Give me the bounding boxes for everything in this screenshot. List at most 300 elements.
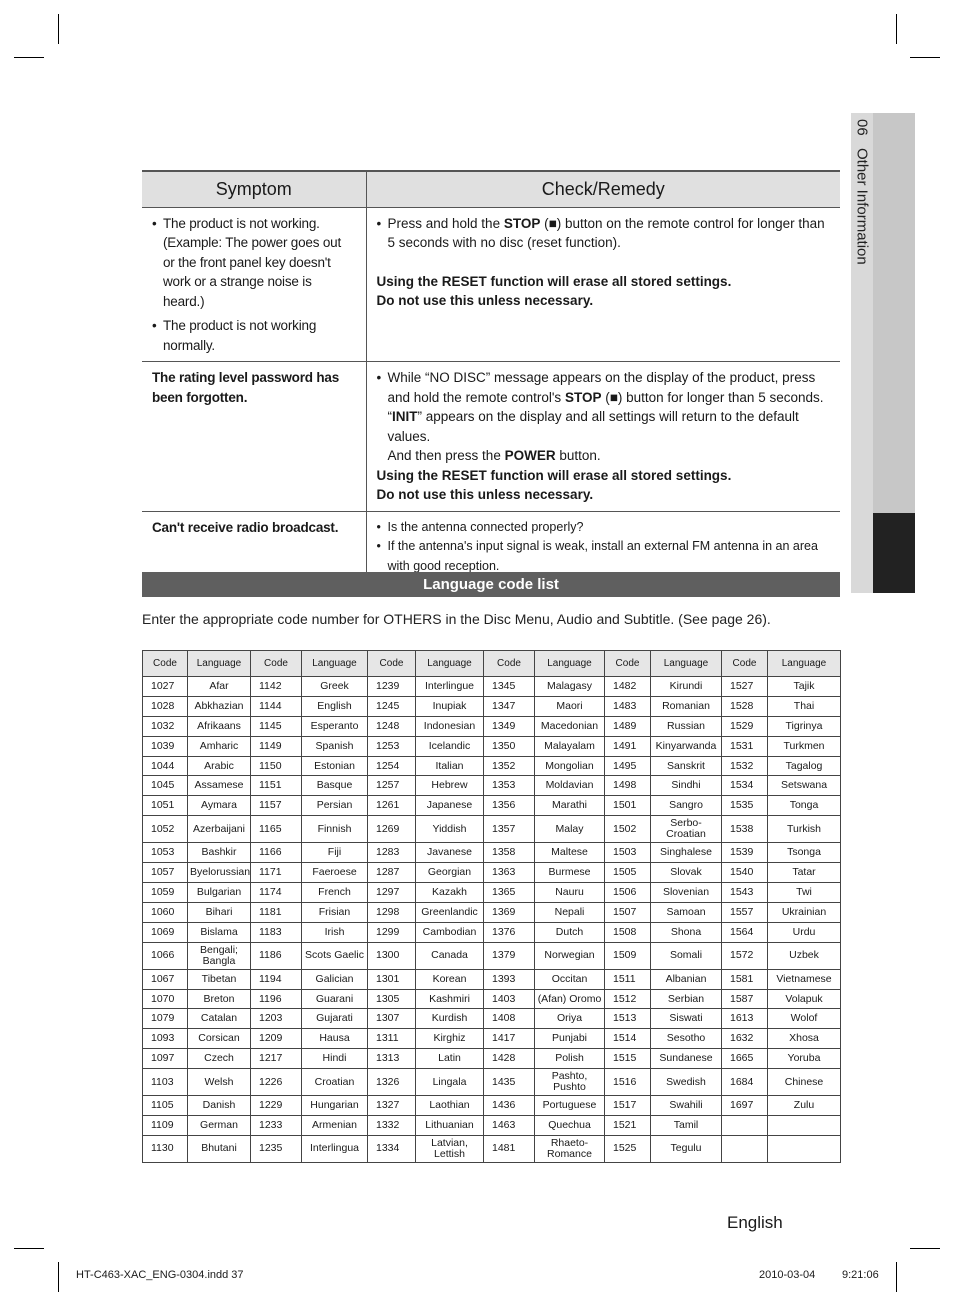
language-code-cell: 1347 xyxy=(484,696,535,716)
chapter-title: Other Information xyxy=(853,147,871,265)
language-code-cell: 1535 xyxy=(722,796,768,816)
language-name-cell: (Afan) Oromo xyxy=(535,989,605,1009)
language-name-cell: German xyxy=(188,1116,251,1136)
language-code-cell: 1491 xyxy=(605,736,651,756)
language-name-cell: Sundanese xyxy=(651,1049,722,1069)
language-name-cell: Bihari xyxy=(188,902,251,922)
language-code-cell: 1632 xyxy=(722,1029,768,1049)
language-code-cell: 1097 xyxy=(143,1049,188,1069)
language-code-cell: 1334 xyxy=(368,1135,416,1162)
language-name-cell: Hungarian xyxy=(302,1096,368,1116)
table-row xyxy=(143,1029,841,1049)
language-name-cell: Bashkir xyxy=(188,843,251,863)
list-item: • While “NO DISC” message appears on the display of the product, press and hold the remote control's STOP (■) button for longer than 5 seconds. “INIT” appears on the display and all settings will return to the default values. xyxy=(377,368,831,446)
crop-mark xyxy=(896,14,897,44)
language-name-cell: Yoruba xyxy=(768,1049,841,1069)
language-name-cell: Yiddish xyxy=(416,816,484,843)
language-name-cell: Azerbaijani xyxy=(188,816,251,843)
language-code-cell: 1534 xyxy=(722,776,768,796)
language-name-cell: Estonian xyxy=(302,756,368,776)
language-code-cell: 1353 xyxy=(484,776,535,796)
language-code-cell: 1209 xyxy=(251,1029,302,1049)
language-name-cell: Breton xyxy=(188,989,251,1009)
language-code-cell: 1502 xyxy=(605,816,651,843)
remedy-text: While “NO DISC” message appears on the display of the product, press and hold the remote control's STOP (■) button for longer than 5 seconds. “INIT” appears on the display and all settings will return to the default values. xyxy=(387,370,824,444)
language-name-cell: Assamese xyxy=(188,776,251,796)
language-code-cell: 1093 xyxy=(143,1029,188,1049)
language-code-cell: 1052 xyxy=(143,816,188,843)
language-column-header: Language xyxy=(651,651,722,677)
language-name-cell: Tagalog xyxy=(768,756,841,776)
language-code-cell: 1028 xyxy=(143,696,188,716)
file-slug: HT-C463-XAC_ENG-0304.indd 37 xyxy=(76,1269,244,1281)
table-row xyxy=(143,716,841,736)
language-code-cell: 1149 xyxy=(251,736,302,756)
language-name-cell: Kashmiri xyxy=(416,989,484,1009)
language-name-cell: Romanian xyxy=(651,696,722,716)
symptom-text: The product is not working. (Example: The power goes out or the front panel key doesn't work or a strange noise is heard.) xyxy=(163,215,342,309)
language-code-cell: 1436 xyxy=(484,1096,535,1116)
language-code-cell: 1203 xyxy=(251,1009,302,1029)
language-code-cell xyxy=(722,1135,768,1162)
table-row xyxy=(143,942,841,969)
language-code-cell: 1070 xyxy=(143,989,188,1009)
language-code-cell: 1217 xyxy=(251,1049,302,1069)
language-code-cell: 1516 xyxy=(605,1069,651,1096)
language-name-cell: Dutch xyxy=(535,922,605,942)
section-title: Language code list xyxy=(142,572,840,597)
language-code-cell: 1229 xyxy=(251,1096,302,1116)
language-name-cell: Thai xyxy=(768,696,841,716)
language-name-cell: Slovenian xyxy=(651,883,722,903)
language-name-cell: Georgian xyxy=(416,863,484,883)
language-code-cell: 1483 xyxy=(605,696,651,716)
language-code-cell: 1350 xyxy=(484,736,535,756)
language-code-cell: 1248 xyxy=(368,716,416,736)
language-code-cell: 1067 xyxy=(143,969,188,989)
table-row xyxy=(143,1116,841,1136)
language-code-cell: 1463 xyxy=(484,1116,535,1136)
language-name-cell: English xyxy=(302,696,368,716)
language-name-cell: Inupiak xyxy=(416,696,484,716)
language-code-cell: 1059 xyxy=(143,883,188,903)
remedy-text: If the antenna's input signal is weak, install an external FM antenna in an area with good reception. xyxy=(387,539,818,573)
remedy-text: And then press the POWER button. xyxy=(387,448,601,463)
language-name-cell: Tegulu xyxy=(651,1135,722,1162)
code-column-header: Code xyxy=(143,651,188,677)
language-name-cell: Kurdish xyxy=(416,1009,484,1029)
language-code-cell: 1103 xyxy=(143,1069,188,1096)
language-code-cell: 1254 xyxy=(368,756,416,776)
list-item: • Press and hold the STOP (■) button on the remote control for longer than 5 seconds with no disc (reset function). xyxy=(377,214,831,253)
code-column-header: Code xyxy=(368,651,416,677)
language-code-cell: 1261 xyxy=(368,796,416,816)
language-code-cell: 1060 xyxy=(143,902,188,922)
crop-mark xyxy=(14,1248,44,1249)
warning-text: Do not use this unless necessary. xyxy=(376,293,594,308)
language-code-cell: 1495 xyxy=(605,756,651,776)
language-name-cell: Arabic xyxy=(188,756,251,776)
language-name-cell: Amharic xyxy=(188,736,251,756)
language-code-cell: 1498 xyxy=(605,776,651,796)
language-code-cell: 1376 xyxy=(484,922,535,942)
remedy-header: Check/Remedy xyxy=(366,171,840,207)
language-code-cell: 1305 xyxy=(368,989,416,1009)
language-code-cell: 1194 xyxy=(251,969,302,989)
language-code-cell: 1363 xyxy=(484,863,535,883)
language-name-cell: Catalan xyxy=(188,1009,251,1029)
language-code-cell: 1513 xyxy=(605,1009,651,1029)
language-code-cell: 1581 xyxy=(722,969,768,989)
language-code-cell: 1150 xyxy=(251,756,302,776)
language-code-cell: 1587 xyxy=(722,989,768,1009)
table-row xyxy=(143,1009,841,1029)
language-name-cell: Icelandic xyxy=(416,736,484,756)
language-code-cell: 1538 xyxy=(722,816,768,843)
language-code-cell: 1417 xyxy=(484,1029,535,1049)
language-name-cell: Frisian xyxy=(302,902,368,922)
language-name-cell: Samoan xyxy=(651,902,722,922)
table-row xyxy=(143,863,841,883)
language-name-cell: Kirghiz xyxy=(416,1029,484,1049)
language-name-cell: Serbian xyxy=(651,989,722,1009)
language-name-cell: Slovak xyxy=(651,863,722,883)
chapter-label xyxy=(851,113,873,513)
language-name-cell: Wolof xyxy=(768,1009,841,1029)
language-name-cell: Greek xyxy=(302,677,368,697)
code-column-header: Code xyxy=(722,651,768,677)
language-name-cell: Sesotho xyxy=(651,1029,722,1049)
remedy-cell xyxy=(366,362,840,512)
language-name-cell: Vietnamese xyxy=(768,969,841,989)
language-code-cell: 1269 xyxy=(368,816,416,843)
language-code-cell: 1226 xyxy=(251,1069,302,1096)
language-name-cell: Laothian xyxy=(416,1096,484,1116)
language-name-cell: Kinyarwanda xyxy=(651,736,722,756)
language-code-cell: 1539 xyxy=(722,843,768,863)
language-name-cell: Sanskrit xyxy=(651,756,722,776)
language-code-cell: 1053 xyxy=(143,843,188,863)
language-name-cell: Twi xyxy=(768,883,841,903)
language-name-cell: Burmese xyxy=(535,863,605,883)
language-name-cell: Interlingua xyxy=(302,1135,368,1162)
language-code-cell: 1283 xyxy=(368,843,416,863)
language-code-cell: 1181 xyxy=(251,902,302,922)
language-code-cell: 1299 xyxy=(368,922,416,942)
troubleshooting-table xyxy=(142,170,840,584)
language-name-cell: Japanese xyxy=(416,796,484,816)
language-name-cell: Oriya xyxy=(535,1009,605,1029)
language-name-cell: Tonga xyxy=(768,796,841,816)
language-code-cell: 1142 xyxy=(251,677,302,697)
language-code-cell: 1408 xyxy=(484,1009,535,1029)
language-name-cell: Tibetan xyxy=(188,969,251,989)
language-code-cell: 1379 xyxy=(484,942,535,969)
intro-text: Enter the appropriate code number for OTHERS in the Disc Menu, Audio and Subtitle. (See page 26). xyxy=(142,611,771,627)
language-name-cell: Byelorussian xyxy=(188,863,251,883)
language-code-cell: 1508 xyxy=(605,922,651,942)
language-code-cell: 1435 xyxy=(484,1069,535,1096)
language-name-cell: Uzbek xyxy=(768,942,841,969)
language-name-cell: Rhaeto-Romance xyxy=(535,1135,605,1162)
language-code-cell: 1501 xyxy=(605,796,651,816)
language-code-cell: 1349 xyxy=(484,716,535,736)
language-name-cell: Guarani xyxy=(302,989,368,1009)
symptom-text: The product is not working normally. xyxy=(163,318,317,353)
language-code-cell: 1130 xyxy=(143,1135,188,1162)
language-name-cell: Afar xyxy=(188,677,251,697)
table-row xyxy=(143,796,841,816)
symptom-cell xyxy=(142,362,366,512)
language-code-table xyxy=(142,650,841,1163)
language-code-cell: 1393 xyxy=(484,969,535,989)
table-row xyxy=(143,696,841,716)
language-code-cell: 1045 xyxy=(143,776,188,796)
language-code-cell: 1507 xyxy=(605,902,651,922)
language-code-cell: 1287 xyxy=(368,863,416,883)
language-name-cell: Sindhi xyxy=(651,776,722,796)
language-name-cell: Somali xyxy=(651,942,722,969)
language-name-cell: Corsican xyxy=(188,1029,251,1049)
language-code-cell: 1572 xyxy=(722,942,768,969)
language-name-cell: Spanish xyxy=(302,736,368,756)
language-name-cell: Xhosa xyxy=(768,1029,841,1049)
language-name-cell xyxy=(768,1135,841,1162)
language-name-cell: Moldavian xyxy=(535,776,605,796)
remedy-text: Is the antenna connected properly? xyxy=(387,519,584,534)
language-code-cell: 1186 xyxy=(251,942,302,969)
language-name-cell: Afrikaans xyxy=(188,716,251,736)
code-column-header: Code xyxy=(251,651,302,677)
language-code-cell: 1503 xyxy=(605,843,651,863)
language-code-cell: 1105 xyxy=(143,1096,188,1116)
language-name-cell: Armenian xyxy=(302,1116,368,1136)
language-code-cell: 1044 xyxy=(143,756,188,776)
language-name-cell: Shona xyxy=(651,922,722,942)
language-name-cell: Esperanto xyxy=(302,716,368,736)
table-row xyxy=(143,677,841,697)
language-name-cell: Czech xyxy=(188,1049,251,1069)
table-row xyxy=(143,883,841,903)
language-name-cell: Swedish xyxy=(651,1069,722,1096)
slug-time: 9:21:06 xyxy=(842,1269,879,1281)
list-item: • The product is not working normally. xyxy=(152,316,356,355)
language-code-cell: 1529 xyxy=(722,716,768,736)
table-header-row xyxy=(143,651,841,677)
language-code-cell: 1196 xyxy=(251,989,302,1009)
language-code-cell: 1069 xyxy=(143,922,188,942)
language-code-cell: 1298 xyxy=(368,902,416,922)
table-row xyxy=(143,843,841,863)
language-name-cell: Croatian xyxy=(302,1069,368,1096)
remedy-cell xyxy=(366,207,840,362)
chapter-number: 06 xyxy=(853,119,871,136)
language-name-cell: Macedonian xyxy=(535,716,605,736)
language-name-cell: Tigrinya xyxy=(768,716,841,736)
language-name-cell: Polish xyxy=(535,1049,605,1069)
language-name-cell: Volapuk xyxy=(768,989,841,1009)
language-name-cell: Welsh xyxy=(188,1069,251,1096)
language-code-cell: 1365 xyxy=(484,883,535,903)
language-name-cell: Galician xyxy=(302,969,368,989)
language-code-cell: 1311 xyxy=(368,1029,416,1049)
language-name-cell: Marathi xyxy=(535,796,605,816)
language-code-cell: 1540 xyxy=(722,863,768,883)
language-name-cell: Faeroese xyxy=(302,863,368,883)
table-row xyxy=(143,989,841,1009)
language-code-cell: 1564 xyxy=(722,922,768,942)
language-code-cell: 1239 xyxy=(368,677,416,697)
language-name-cell: Sangro xyxy=(651,796,722,816)
slug-date: 2010-03-04 xyxy=(759,1269,816,1281)
language-code-cell: 1358 xyxy=(484,843,535,863)
language-code-cell: 1332 xyxy=(368,1116,416,1136)
language-code-cell: 1183 xyxy=(251,922,302,942)
crop-mark xyxy=(14,57,44,58)
language-code-cell: 1327 xyxy=(368,1096,416,1116)
warning-text: Using the RESET function will erase all stored settings. xyxy=(376,467,732,483)
language-column-header: Language xyxy=(535,651,605,677)
language-name-cell: Bislama xyxy=(188,922,251,942)
language-name-cell: Malagasy xyxy=(535,677,605,697)
language-name-cell: Bhutani xyxy=(188,1135,251,1162)
language-name-cell: Italian xyxy=(416,756,484,776)
table-row xyxy=(143,902,841,922)
language-name-cell: Tamil xyxy=(651,1116,722,1136)
crop-mark xyxy=(58,1262,59,1292)
language-code-cell: 1482 xyxy=(605,677,651,697)
language-code-cell: 1532 xyxy=(722,756,768,776)
table-row xyxy=(143,922,841,942)
language-code-cell: 1157 xyxy=(251,796,302,816)
list-item: • The product is not working. (Example: The power goes out or the front panel key doesn't work or a strange noise is heard.) xyxy=(152,214,356,312)
language-name-cell: Turkmen xyxy=(768,736,841,756)
language-name-cell: Fiji xyxy=(302,843,368,863)
symptom-text: Can't receive radio broadcast. xyxy=(152,519,339,535)
language-name-cell: Swahili xyxy=(651,1096,722,1116)
language-name-cell: Tatar xyxy=(768,863,841,883)
symptom-header: Symptom xyxy=(142,171,366,207)
language-name-cell: Scots Gaelic xyxy=(302,942,368,969)
language-name-cell: Pashto, Pushto xyxy=(535,1069,605,1096)
language-code-cell: 1165 xyxy=(251,816,302,843)
language-code-cell: 1697 xyxy=(722,1096,768,1116)
language-code-cell: 1301 xyxy=(368,969,416,989)
code-column-header: Code xyxy=(605,651,651,677)
table-row xyxy=(143,1049,841,1069)
language-code-cell: 1515 xyxy=(605,1049,651,1069)
language-name-cell: Finnish xyxy=(302,816,368,843)
language-name-cell: Quechua xyxy=(535,1116,605,1136)
tab-strip xyxy=(873,113,915,513)
language-name-cell: Hebrew xyxy=(416,776,484,796)
language-name-cell: Korean xyxy=(416,969,484,989)
language-code-cell: 1235 xyxy=(251,1135,302,1162)
language-code-cell: 1345 xyxy=(484,677,535,697)
language-code-cell: 1517 xyxy=(605,1096,651,1116)
language-name-cell: Setswana xyxy=(768,776,841,796)
language-name-cell: Singhalese xyxy=(651,843,722,863)
table-row xyxy=(143,969,841,989)
table-row xyxy=(143,776,841,796)
language-code-cell: 1357 xyxy=(484,816,535,843)
language-code-cell: 1525 xyxy=(605,1135,651,1162)
crop-mark xyxy=(910,57,940,58)
language-name-cell xyxy=(768,1116,841,1136)
language-code-cell: 1557 xyxy=(722,902,768,922)
language-name-cell: Danish xyxy=(188,1096,251,1116)
crop-mark xyxy=(58,14,59,44)
language-name-cell: Irish xyxy=(302,922,368,942)
language-code-cell: 1144 xyxy=(251,696,302,716)
language-name-cell: Nauru xyxy=(535,883,605,903)
language-name-cell: Urdu xyxy=(768,922,841,942)
language-name-cell: Norwegian xyxy=(535,942,605,969)
language-name-cell: Malay xyxy=(535,816,605,843)
code-column-header: Code xyxy=(484,651,535,677)
language-name-cell: Maori xyxy=(535,696,605,716)
crop-mark xyxy=(896,1262,897,1292)
language-name-cell: Cambodian xyxy=(416,922,484,942)
language-name-cell: Portuguese xyxy=(535,1096,605,1116)
language-name-cell: Greenlandic xyxy=(416,902,484,922)
language-name-cell: Aymara xyxy=(188,796,251,816)
language-code-cell: 1665 xyxy=(722,1049,768,1069)
language-code-cell: 1527 xyxy=(722,677,768,697)
language-name-cell: Kirundi xyxy=(651,677,722,697)
language-name-cell: Lithuanian xyxy=(416,1116,484,1136)
language-code-cell: 1066 xyxy=(143,942,188,969)
remedy-text: Press and hold the STOP (■) button on the remote control for longer than 5 seconds with no disc (reset function). xyxy=(387,215,825,250)
language-name-cell: Tajik xyxy=(768,677,841,697)
language-name-cell: Canada xyxy=(416,942,484,969)
symptom-cell xyxy=(142,207,366,362)
language-name-cell: Turkish xyxy=(768,816,841,843)
language-code-cell: 1514 xyxy=(605,1029,651,1049)
table-row xyxy=(143,816,841,843)
language-name-cell: Persian xyxy=(302,796,368,816)
language-code-cell: 1079 xyxy=(143,1009,188,1029)
language-name-cell: Nepali xyxy=(535,902,605,922)
language-code-cell: 1326 xyxy=(368,1069,416,1096)
language-name-cell: Malayalam xyxy=(535,736,605,756)
language-code-cell: 1151 xyxy=(251,776,302,796)
language-code-cell: 1145 xyxy=(251,716,302,736)
language-name-cell: Occitan xyxy=(535,969,605,989)
table-row xyxy=(142,362,840,512)
table-row xyxy=(143,736,841,756)
language-code-cell: 1300 xyxy=(368,942,416,969)
language-code-cell: 1174 xyxy=(251,883,302,903)
language-code-cell: 1528 xyxy=(722,696,768,716)
language-code-cell: 1521 xyxy=(605,1116,651,1136)
language-code-cell: 1109 xyxy=(143,1116,188,1136)
page-language: English xyxy=(727,1213,783,1232)
language-name-cell: Mongolian xyxy=(535,756,605,776)
language-code-cell: 1481 xyxy=(484,1135,535,1162)
language-code-cell: 1506 xyxy=(605,883,651,903)
language-name-cell: Zulu xyxy=(768,1096,841,1116)
language-code-cell: 1257 xyxy=(368,776,416,796)
language-name-cell: Indonesian xyxy=(416,716,484,736)
language-column-header: Language xyxy=(416,651,484,677)
language-code-cell: 1511 xyxy=(605,969,651,989)
language-name-cell: Serbo-Croatian xyxy=(651,816,722,843)
language-name-cell: Chinese xyxy=(768,1069,841,1096)
language-code-cell: 1166 xyxy=(251,843,302,863)
table-row xyxy=(143,1069,841,1096)
language-code-cell: 1171 xyxy=(251,863,302,883)
